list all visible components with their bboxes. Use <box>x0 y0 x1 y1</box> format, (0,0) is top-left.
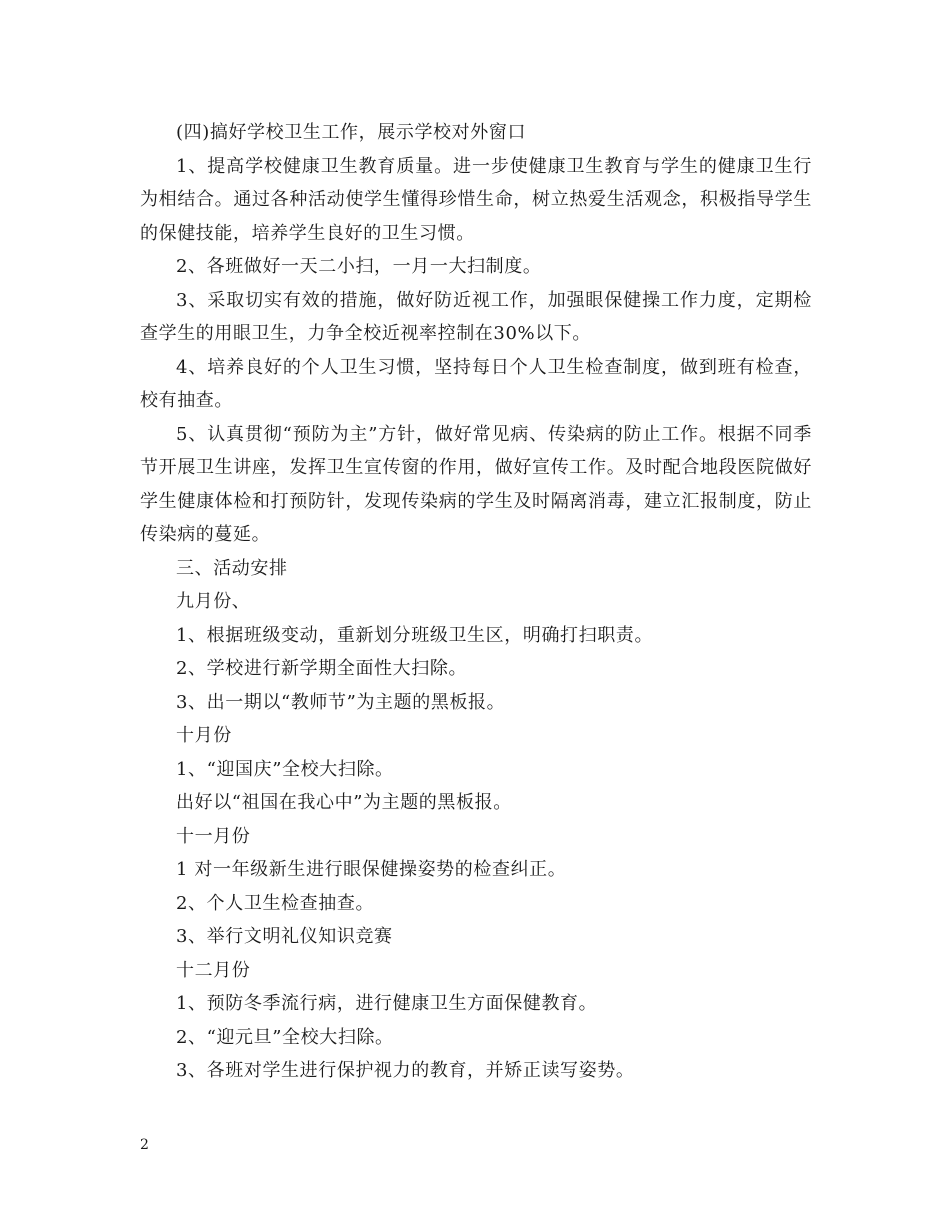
list-item: 2、个人卫生检查抽查。 <box>176 892 375 914</box>
paragraph: (四)搞好学校卫生工作，展示学校对外窗口 <box>176 122 527 143</box>
list-item: 1、“迎国庆”全校大扫除。 <box>176 758 394 780</box>
document-body <box>140 116 812 1088</box>
paragraph: 3、采取切实有效的措施，做好防近视工作，加强眼保健操工作力度，定期检查学生的用眼卫生，力争全校近视率控制在30%以下。 <box>140 289 812 344</box>
list-item: 1 对一年级新生进行眼保健操姿势的检查纠正。 <box>176 859 567 880</box>
paragraph: 4、培养良好的个人卫生习惯，坚持每日个人卫生检查制度，做到班有检查，校有抽查。 <box>140 356 812 411</box>
month-heading: 十二月份 <box>176 959 251 981</box>
page-number: 2 <box>140 1137 149 1153</box>
list-item: 出好以“祖国在我心中”为主题的黑板报。 <box>176 792 512 813</box>
paragraph: 1、提高学校健康卫生教育质量。进一步使健康卫生教育与学生的健康卫生行为相结合。通过各种活动使学生懂得珍惜生命，树立热爱生活观念，积极指导学生的保健技能，培养学生良好的卫生习惯。 <box>140 155 812 244</box>
month-heading: 九月份、 <box>176 591 251 612</box>
list-item: 1、预防冬季流行病，进行健康卫生方面保健教育。 <box>176 993 598 1014</box>
list-item: 1、根据班级变动，重新划分班级卫生区，明确打扫职责。 <box>176 624 654 646</box>
paragraph: 5、认真贯彻“预防为主”方针，做好常见病、传染病的防止工作。根据不同季节开展卫生讲座，发挥卫生宣传窗的作用，做好宣传工作。及时配合地段医院做好学生健康体检和打预防针，发现传染病的学生及时隔离消毒，建立汇报制度，防止传染病的蔓延。 <box>140 423 812 545</box>
list-item: 2、“迎元旦”全校大扫除。 <box>176 1026 394 1048</box>
list-item: 3、举行文明礼仪知识竞赛 <box>176 926 393 947</box>
list-item: 2、学校进行新学期全面性大扫除。 <box>176 658 468 679</box>
list-item: 3、出一期以“教师节”为主题的黑板报。 <box>176 691 506 713</box>
month-heading: 十一月份 <box>176 825 251 847</box>
section-heading: 三、活动安排 <box>176 557 288 579</box>
list-item: 3、各班对学生进行保护视力的教育，并矫正读写姿势。 <box>176 1060 635 1081</box>
paragraph: 2、各班做好一天二小扫，一月一大扫制度。 <box>176 256 542 277</box>
month-heading: 十月份 <box>176 725 232 746</box>
